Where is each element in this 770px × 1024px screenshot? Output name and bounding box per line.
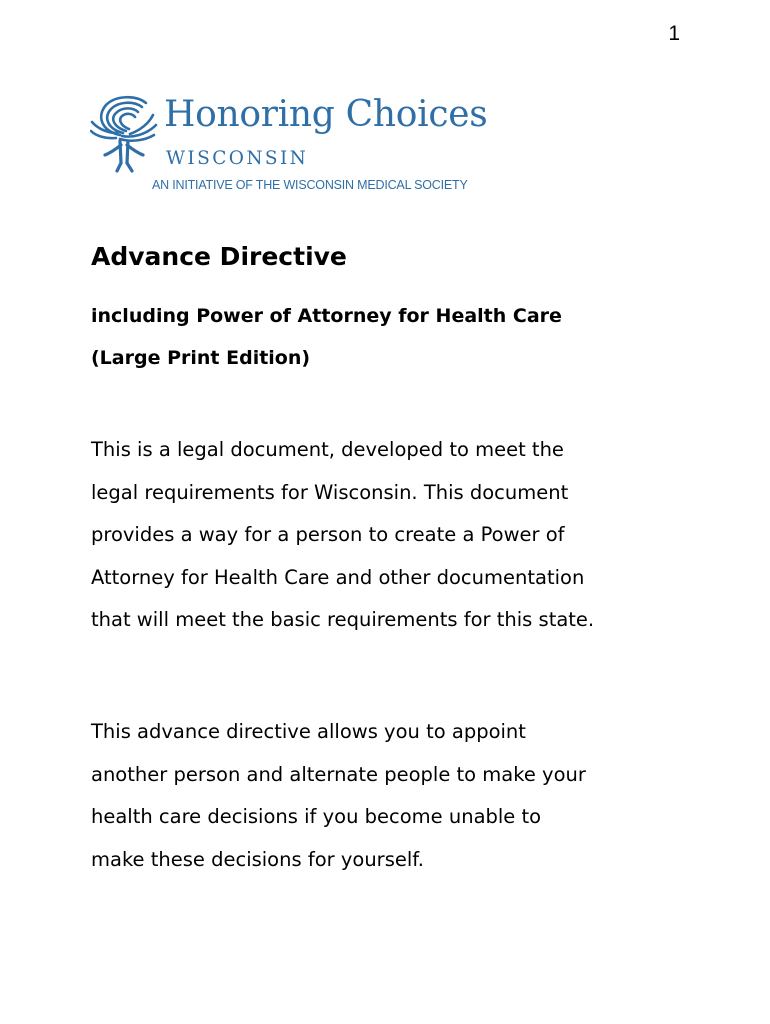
paragraph-line: legal requirements for Wisconsin. This document — [91, 480, 569, 504]
paragraph-line: This is a legal document, developed to meet the — [91, 438, 564, 461]
subtitle-line: (Large Print Edition) — [91, 347, 311, 369]
paragraph-line: Attorney for Health Care and other documentation — [91, 565, 585, 589]
subtitle-line: including Power of Attorney for Health Care — [91, 305, 562, 327]
paragraph-line: health care decisions if you become unable to — [91, 805, 542, 828]
logo-state: WISCONSIN — [166, 148, 309, 169]
page-number: 1 — [668, 22, 680, 45]
paragraph-line: This advance directive allows you to appoint — [91, 720, 526, 743]
honoring-choices-logo — [90, 95, 510, 200]
paragraph-line: make these decisions for yourself. — [91, 847, 424, 871]
tree-icon — [90, 95, 160, 175]
logo-tagline: AN INITIATIVE OF THE WISCONSIN MEDICAL SOCIETY — [152, 178, 468, 192]
document-title: Advance Directive — [91, 242, 347, 271]
paragraph-line: provides a way for a person to create a Power of — [91, 523, 565, 546]
paragraph-advance-directive — [91, 711, 731, 881]
paragraph-legal-document — [91, 429, 731, 642]
paragraph-line: that will meet the basic requirements for this state. — [91, 608, 595, 631]
document-subtitle — [91, 295, 691, 379]
logo-name: Honoring Choices — [164, 94, 488, 135]
paragraph-line: another person and alternate people to make your — [91, 762, 586, 786]
